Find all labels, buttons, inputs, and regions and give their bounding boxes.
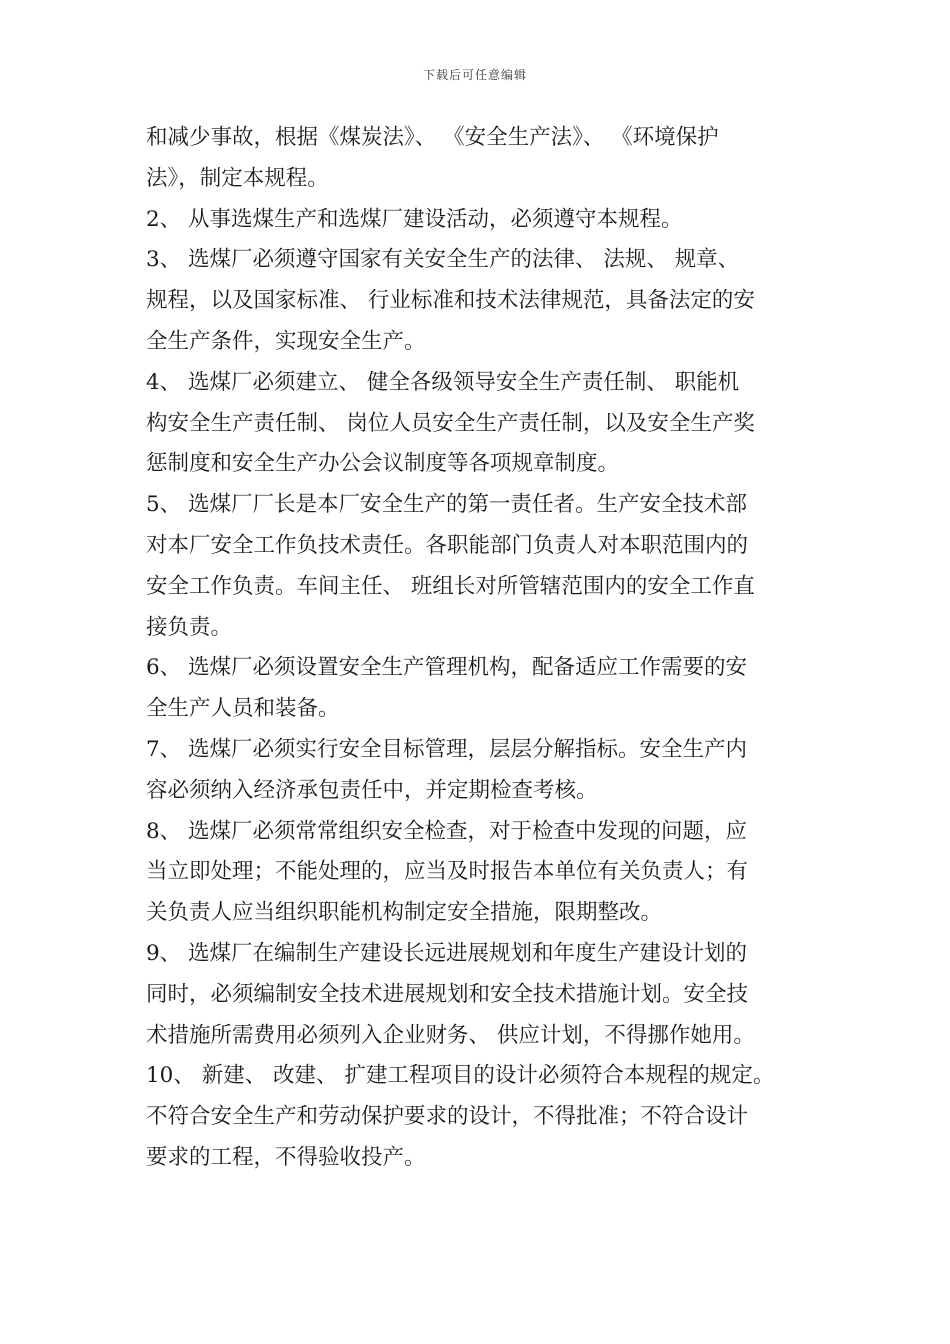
text-line: 不符合安全生产和劳动保护要求的设计，不得批准；不符合设计 xyxy=(146,1104,749,1130)
document-body xyxy=(146,118,810,1179)
text-line: 惩制度和安全生产办公会议制度等各项规章制度。 xyxy=(146,451,620,477)
text-line: 法》，制定本规程。 xyxy=(146,165,329,191)
text-line: 当立即处理；不能处理的，应当及时报告本单位有关负责人；有 xyxy=(146,859,749,885)
text-line: 8、 选煤厂必须常常组织安全检查，对于检查中发现的问题，应 xyxy=(146,818,748,844)
text-line: 全生产人员和装备。 xyxy=(146,696,340,722)
text-line: 2、 从事选煤生产和选煤厂建设活动，必须遵守本规程。 xyxy=(146,206,683,232)
text-line: 同时，必须编制安全技术进展规划和安全技术措施计划。安全技 xyxy=(146,981,749,1007)
text-line: 关负责人应当组织职能机构制定安全措施，限期整改。 xyxy=(146,900,663,926)
text-line: 5、 选煤厂厂长是本厂安全生产的第一责任者。生产安全技术部 xyxy=(146,492,748,518)
text-line: 10、 新建、 改建、 扩建工程项目的设计必须符合本规程的规定。 xyxy=(146,1063,775,1089)
text-line: 和减少事故，根据《煤炭法》、 《安全生产法》、 《环境保护 xyxy=(146,125,719,150)
text-line: 6、 选煤厂必须设置安全生产管理机构，配备适应工作需要的安 xyxy=(146,655,748,681)
text-line: 安全工作负责。车间主任、 班组长对所管辖范围内的安全工作直 xyxy=(146,573,755,599)
text-line: 全生产条件，实现安全生产。 xyxy=(146,328,426,354)
text-line: 要求的工程，不得验收投产。 xyxy=(146,1144,426,1170)
text-line: 9、 选煤厂在编制生产建设长远进展规划和年度生产建设计划的 xyxy=(146,940,748,966)
text-line: 7、 选煤厂必须实行安全目标管理，层层分解指标。安全生产内 xyxy=(146,736,748,762)
text-line: 4、 选煤厂必须建立、 健全各级领导安全生产责任制、 职能机 xyxy=(146,369,740,395)
text-line: 术措施所需费用必须列入企业财务、 供应计划，不得挪作她用。 xyxy=(146,1022,755,1048)
text-line: 接负责。 xyxy=(146,614,233,640)
text-line: 3、 选煤厂必须遵守国家有关安全生产的法律、 法规、 规章、 xyxy=(146,247,740,273)
page-header: 下载后可任意编辑 xyxy=(422,68,527,82)
text-line: 容必须纳入经济承包责任中，并定期检查考核。 xyxy=(146,777,598,803)
text-line: 对本厂安全工作负技术责任。各职能部门负责人对本职范围内的 xyxy=(146,532,749,558)
text-line: 构安全生产责任制、 岗位人员安全生产责任制，以及安全生产奖 xyxy=(146,410,755,436)
text-line: 规程，以及国家标准、 行业标准和技术法律规范，具备法定的安 xyxy=(146,288,755,314)
